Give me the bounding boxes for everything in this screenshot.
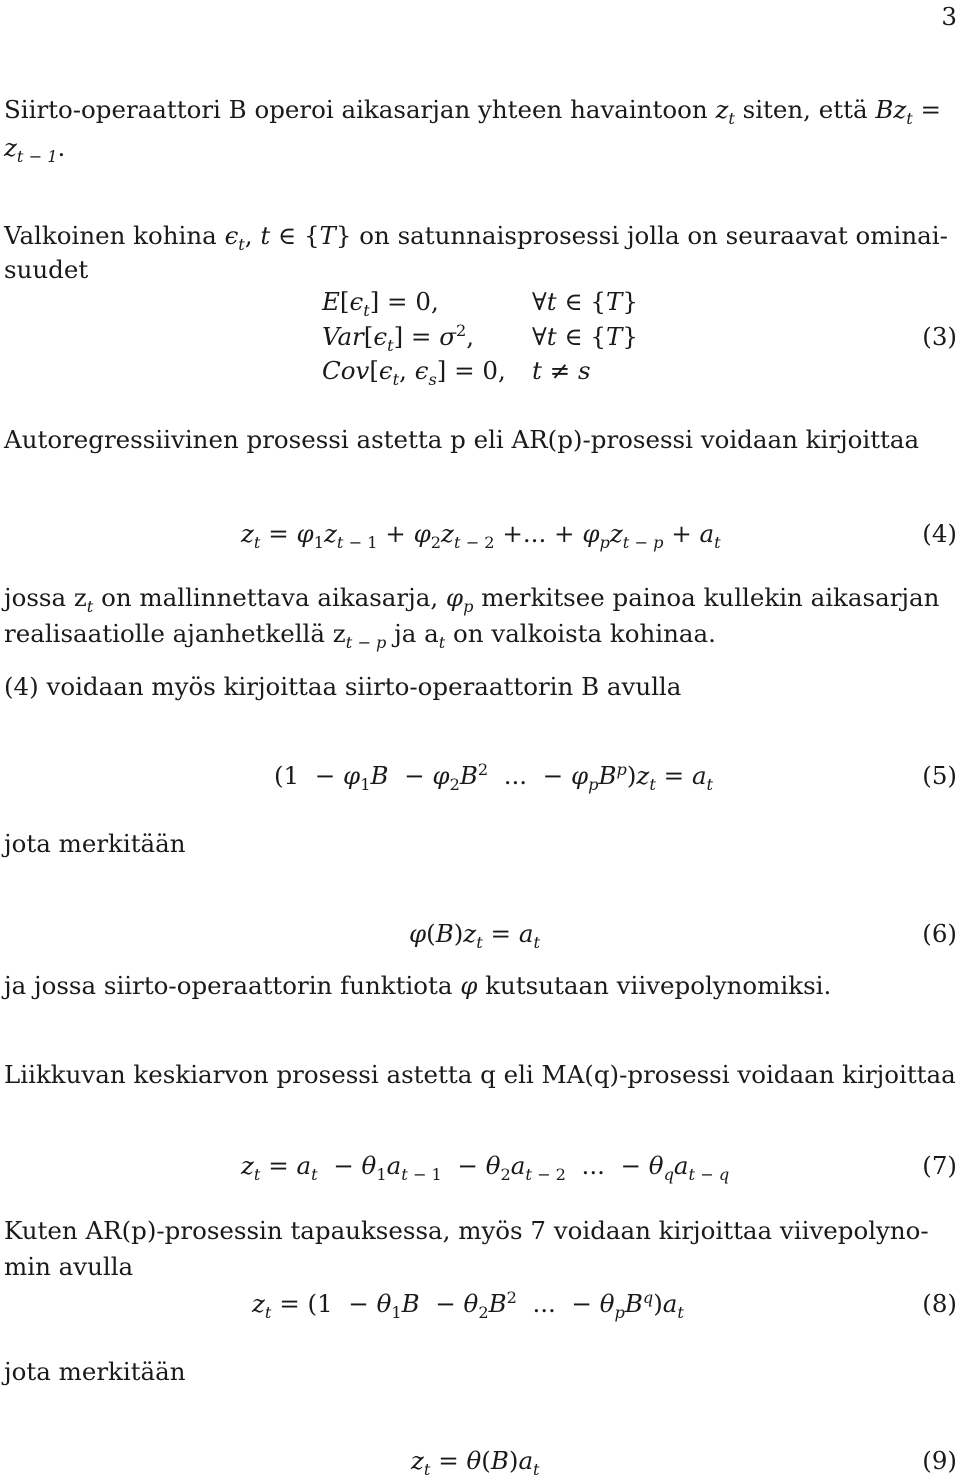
text-segment: Siirto-operaattori B operoi aikasarjan yhteen havaintoon <box>4 95 716 124</box>
equation-8: $z_t = (1 - \theta_1B - \theta_2B^2$ ... − $\theta_pB^q)a_t$ <box>252 1287 684 1322</box>
equation-5-number: (5) <box>922 761 957 790</box>
text-segment: jossa z <box>4 583 87 612</box>
text-segment: kutsutaan viivepolynomiksi. <box>477 971 832 1000</box>
paragraph-shift-form: (4) voidaan myös kirjoittaa siirto-operaattorin B avulla <box>4 672 682 701</box>
paragraph-ma-process: Liikkuvan keskiarvon prosessi astetta q eli MA(q)-prosessi voidaan kirjoittaa <box>4 1060 956 1089</box>
paragraph-denoted-2: jota merkitään <box>4 1357 186 1386</box>
paragraph-white-noise-line2: suudet <box>4 255 89 284</box>
equation-3-row3: $Cov[\epsilon_t$, $\epsilon_s] = 0$, <box>322 356 506 389</box>
text-segment: ja a <box>386 619 439 648</box>
text-segment: merkitsee painoa kullekin aikasarjan <box>473 583 940 612</box>
equation-4-number: (4) <box>922 519 957 548</box>
text-segment: on satunnaisprosessi jolla on seuraavat ominai- <box>351 221 948 250</box>
math-Bz-t: $Bz_t$ <box>875 95 913 128</box>
paragraph-ar-explanation-line1: jossa $z_t$ on mallinnettava aikasarja, $\varphi_p$ merkitsee painoa kullekin aikasarjan <box>4 583 940 616</box>
paragraph-white-noise-line1 <box>4 221 948 254</box>
text-segment: on valkoista kohinaa. <box>445 619 716 648</box>
equation-3-number: (3) <box>922 322 957 351</box>
paragraph-ma-lag-line1: Kuten AR(p)-prosessin tapauksessa, myös 7 voidaan kirjoittaa viivepolyno- <box>4 1216 929 1245</box>
text-segment: siten, että <box>734 95 876 124</box>
equation-7-number: (7) <box>922 1151 957 1180</box>
equation-3-row2: $Var[\epsilon_t] = \sigma^2$, <box>322 320 475 355</box>
text-segment: Valkoinen kohina <box>4 221 225 250</box>
text-segment: ja jossa siirto-operaattorin funktiota <box>4 971 461 1000</box>
equation-6: $\varphi(B)z_t = a_t$ <box>409 919 540 952</box>
paragraph-ma-lag-line2: min avulla <box>4 1252 134 1281</box>
page-number: 3 <box>941 2 957 31</box>
equation-8-number: (8) <box>922 1289 957 1318</box>
equation-9: $z_t = \theta(B)a_t$ <box>411 1446 540 1479</box>
math-phi-p: $\varphi_p$ <box>445 583 474 616</box>
text-segment: on mallinnettava aikasarja, <box>93 583 446 612</box>
paragraph-shift-operator-line1 <box>4 95 942 128</box>
equation-3-row1: $E[\epsilon_t] = 0$, <box>322 287 439 320</box>
paragraph-shift-operator-line2: $z_{t - 1}$. <box>4 133 66 166</box>
math-epsilon-t-in-T: $\epsilon_t$, t ∈ {T} <box>224 221 352 254</box>
text-segment: realisaatiolle ajanhetkellä z <box>4 619 346 648</box>
paragraph-denoted: jota merkitään <box>4 829 186 858</box>
paragraph-ar-process: Autoregressiivinen prosessi astetta p eli AR(p)-prosessi voidaan kirjoittaa <box>4 425 920 454</box>
paragraph-ar-explanation-line2: realisaatiolle ajanhetkellä $z_{t - p}$ ja $a_t$ on valkoista kohinaa. <box>4 619 716 652</box>
equation-5: ($1 - \varphi_1B - \varphi_2B^2$ ... − $\varphi_pB^p)z_t = a_t$ <box>274 759 714 794</box>
equation-3-row2-cond: ∀t ∈ {T} <box>532 322 638 351</box>
paragraph-lag-polynomial <box>4 971 832 1000</box>
math-phi: φ <box>460 971 478 1000</box>
math-z-t: $z_t$ <box>715 95 735 128</box>
equation-3-row1-cond: ∀t ∈ {T} <box>532 287 638 316</box>
equation-3-row3-cond: t ≠ s <box>532 356 591 385</box>
equation-4: $z_t = \varphi_1z_{t - 1} + \varphi_2z_{t - 2}$ +... + $\varphi_pz_{t - p} + a_t$ <box>241 519 721 552</box>
equation-6-number: (6) <box>922 919 957 948</box>
equation-9-number: (9) <box>922 1446 957 1475</box>
math-z-t-minus-1: $z_{t - 1}$ <box>4 133 58 166</box>
equation-7: $z_t = a_t - \theta_1a_{t - 1} - \theta_2a_{t - 2}$ ... − $\theta_qa_{t - q}$ <box>241 1151 730 1184</box>
math-equals: = <box>912 95 942 124</box>
